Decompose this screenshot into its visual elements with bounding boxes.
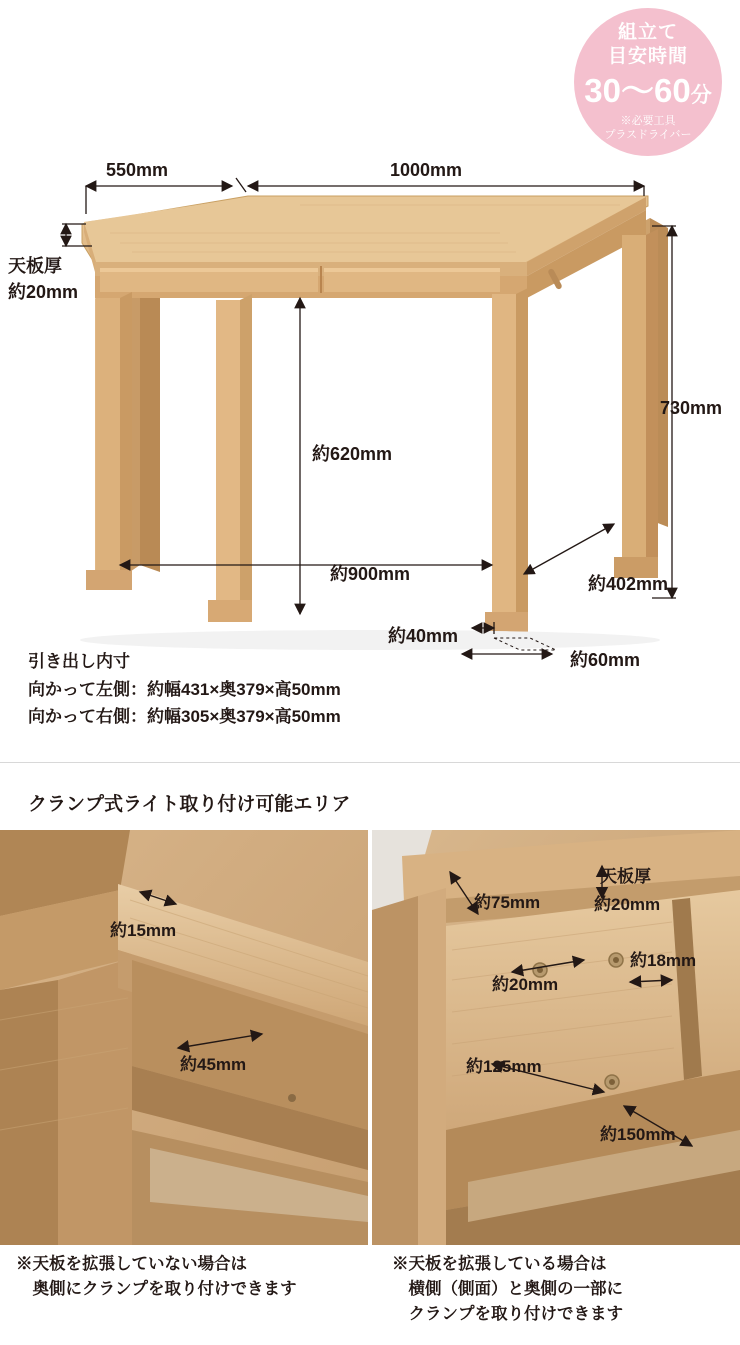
dim-height-right: 730mm xyxy=(660,398,723,418)
clamp-left-caption-line-1: ※天板を拡張していない場合は xyxy=(16,1255,247,1273)
dim-depth-top: 550mm xyxy=(106,160,169,180)
clamp-left-dim-b: 約45mm xyxy=(180,1055,247,1074)
dim-inner-width: 約900mm xyxy=(330,564,411,584)
dim-top-thickness-label: 天板厚 xyxy=(8,256,62,276)
drawer-note-title: 引き出し内寸 xyxy=(28,652,130,671)
dim-leg-width: 約40mm xyxy=(388,626,459,646)
clamp-photo-right xyxy=(372,830,740,1245)
drawer-inner-dimensions xyxy=(28,648,341,731)
clamp-right-caption xyxy=(392,1252,623,1326)
badge-note-line-1: ※必要工具 xyxy=(620,115,676,128)
dim-leg-depth: 約60mm xyxy=(570,650,641,670)
dim-knee-height: 約620mm xyxy=(312,444,393,464)
clamp-right-caption-line-2: 横側（側面）と奥側の一部に xyxy=(392,1279,623,1298)
clamp-right-top-thickness-label: 天板厚 xyxy=(600,867,651,886)
clamp-right-dim-c: 約18mm xyxy=(630,951,697,970)
clamp-left-caption-line-2: 奥側にクランプを取り付けできます xyxy=(16,1279,297,1298)
clamp-area-title: クランプ式ライト取り付け可能エリア xyxy=(28,794,351,815)
clamp-right-top-thickness-value: 約20mm xyxy=(594,895,661,914)
clamp-right-dim-b: 約20mm xyxy=(492,975,559,994)
badge-line-2: 目安時間 xyxy=(607,46,688,68)
dim-width-top: 1000mm xyxy=(390,160,463,180)
badge-time-unit: 分 xyxy=(690,83,712,107)
clamp-left-dim-a: 約15mm xyxy=(110,921,177,940)
drawer-note-left: 向かって左側：約幅431×奥379×高50mm xyxy=(28,679,341,699)
desk-underside-photo-right xyxy=(372,830,740,1245)
badge-time-number: 30～60 xyxy=(584,71,691,109)
desk-underside-photo-left xyxy=(0,830,368,1245)
clamp-left-caption xyxy=(16,1252,297,1302)
drawer-note-right: 向かって右側：約幅305×奥379×高50mm xyxy=(28,707,341,727)
clamp-right-dim-d: 約125mm xyxy=(466,1057,542,1076)
clamp-right-dim-a: 約75mm xyxy=(474,893,541,912)
dim-top-thickness-value: 約20mm xyxy=(8,282,79,302)
clamp-photos xyxy=(0,830,740,1245)
badge-note-line-2: プラスドライバー xyxy=(604,129,692,142)
dim-depth-bottom: 約402mm xyxy=(588,574,669,594)
clamp-photo-left xyxy=(0,830,368,1245)
clamp-right-dim-e: 約150mm xyxy=(600,1125,676,1144)
clamp-right-caption-line-3: クランプを取り付けできます xyxy=(392,1304,623,1323)
section-divider xyxy=(0,762,740,763)
badge-line-1: 組立て xyxy=(617,22,678,44)
clamp-right-caption-line-1: ※天板を拡張している場合は xyxy=(392,1255,607,1273)
